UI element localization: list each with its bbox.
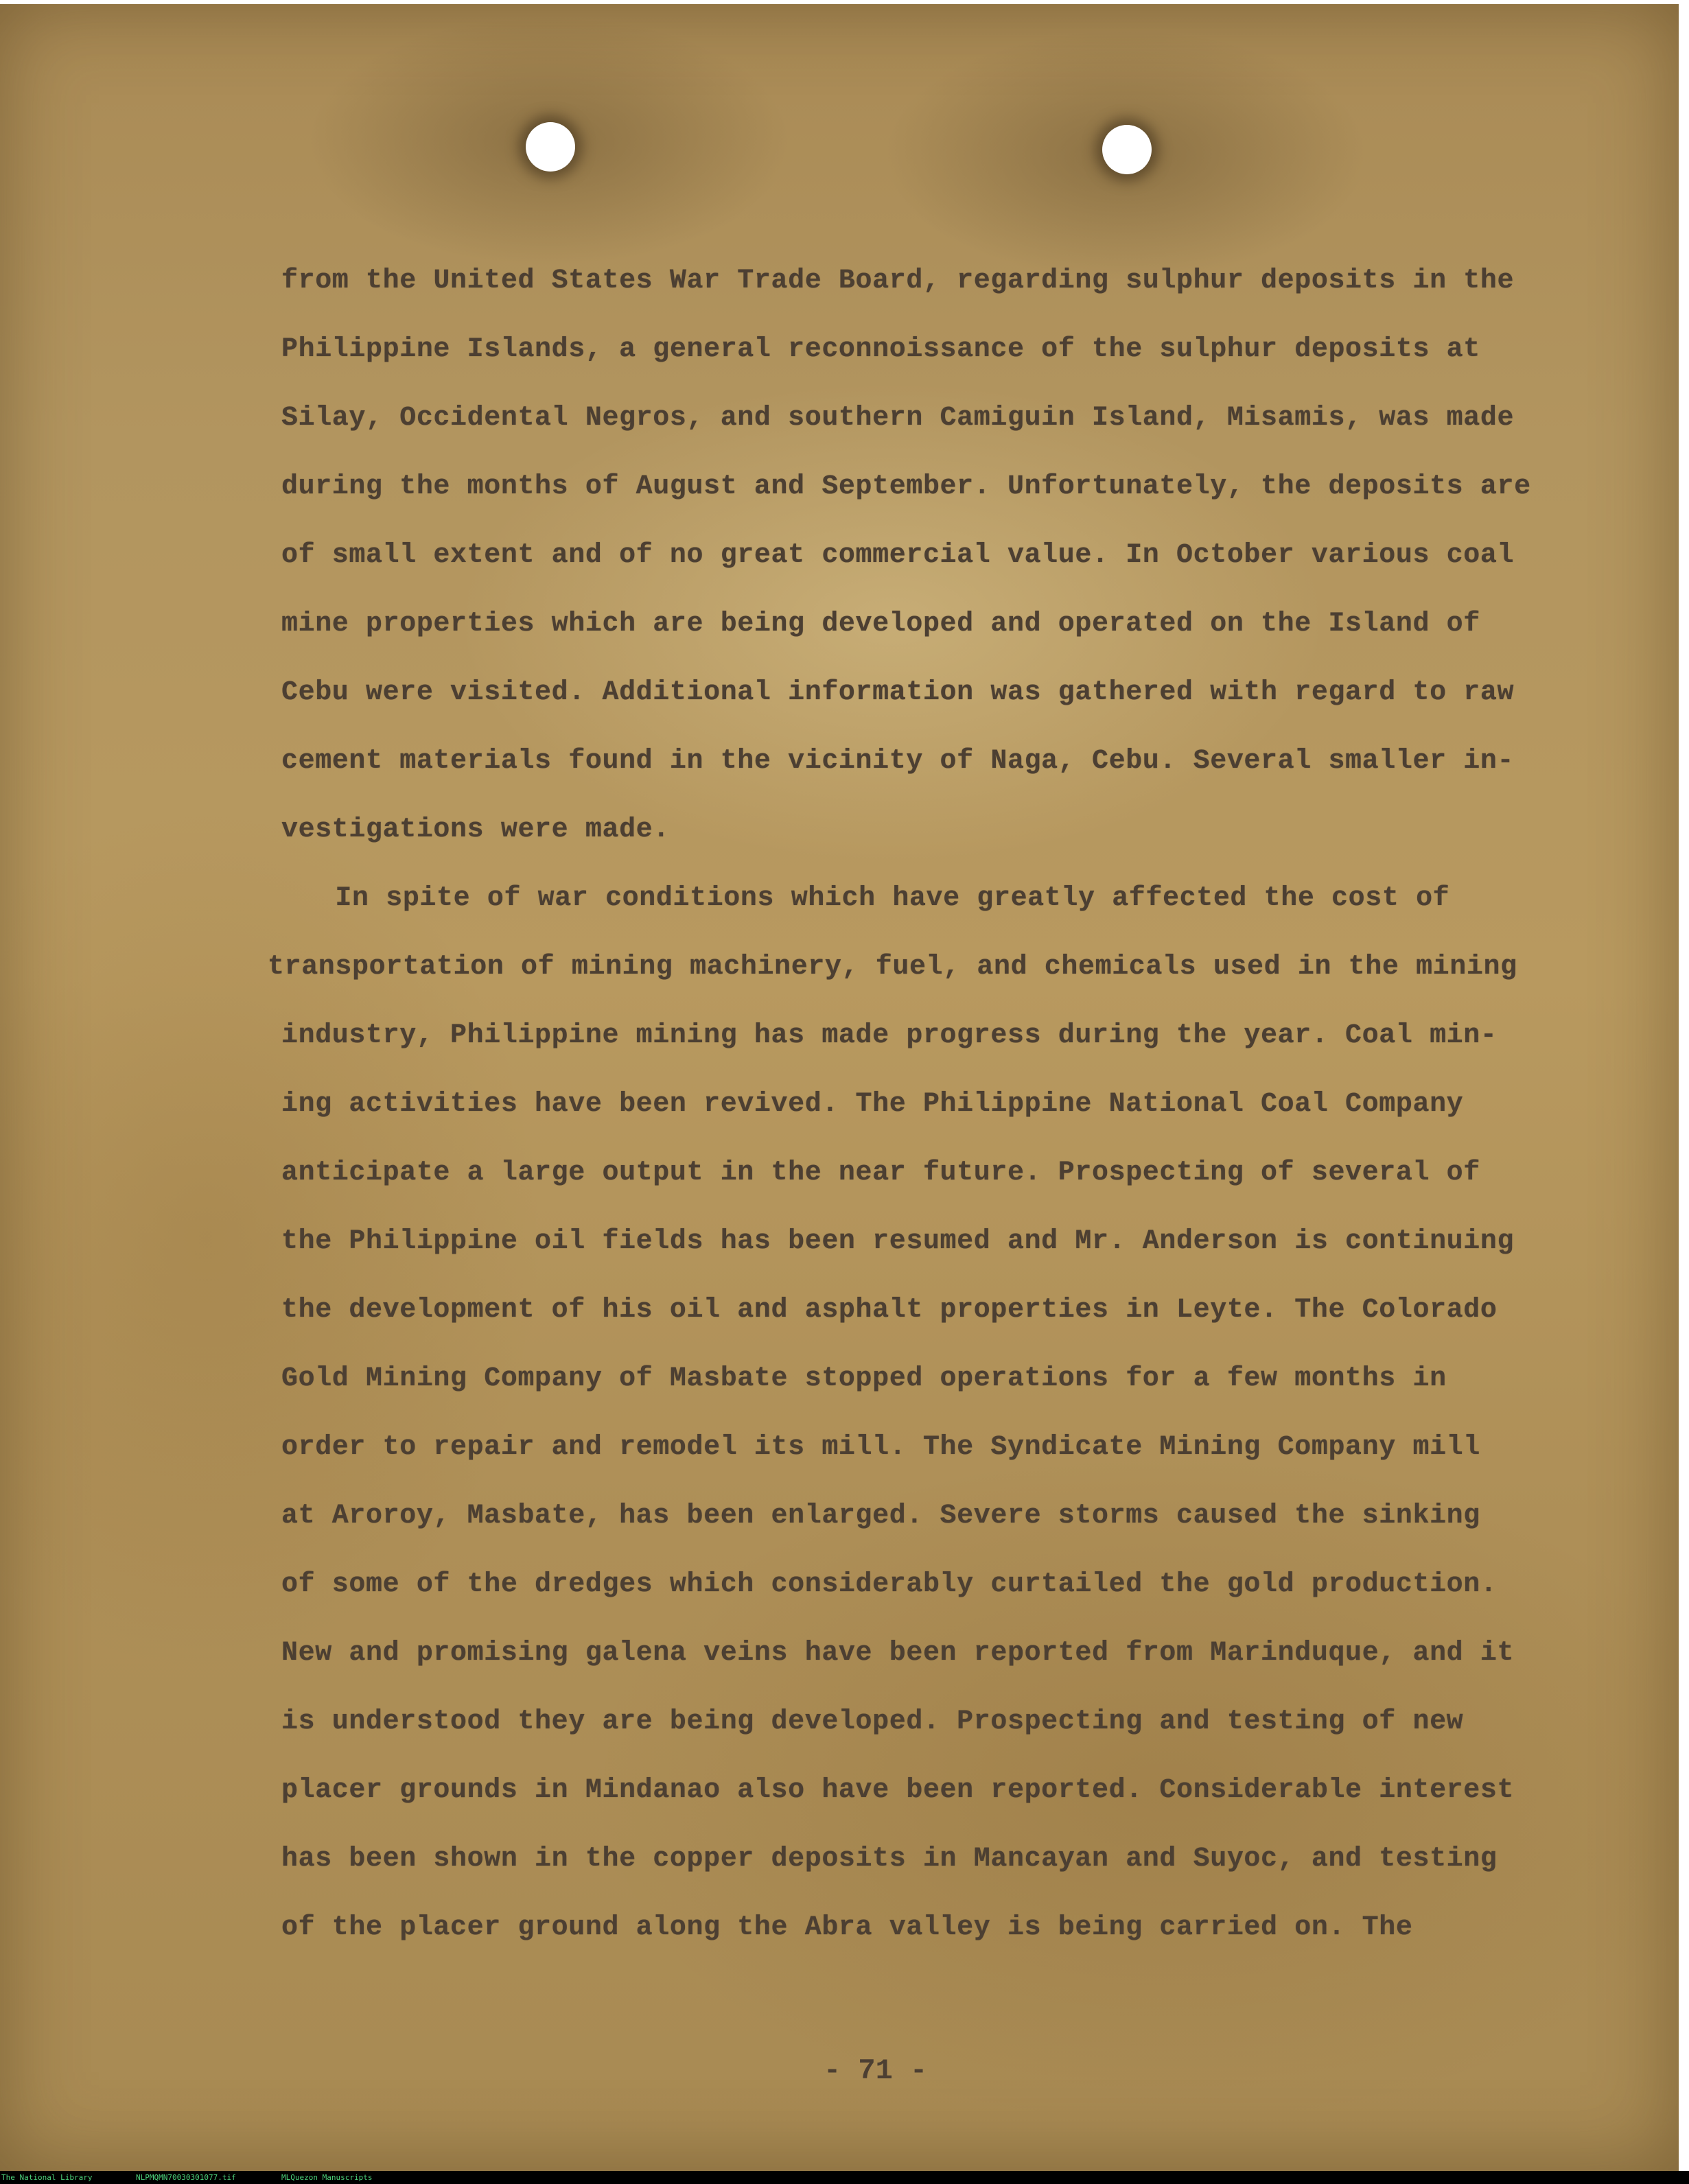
text-line: of the placer ground along the Abra valley is being carried on. The	[281, 1912, 1413, 1943]
text-line: order to repair and remodel its mill. The Syndicate Mining Company mill	[281, 1432, 1480, 1463]
body-text	[0, 4, 1679, 2171]
typewritten-page	[0, 4, 1679, 2171]
page-number: - 71 -	[824, 2054, 928, 2087]
paragraph-start-line: In spite of war conditions which have greatly affected the cost of	[268, 883, 1450, 914]
footer-library-name: The National Library	[1, 2173, 93, 2182]
footer-file-name: NLPMQMN70030301077.tif	[136, 2173, 236, 2182]
text-line: the Philippine oil fields has been resumed and Mr. Anderson is continuing	[281, 1226, 1515, 1257]
text-line: of small extent and of no great commercial value. In October various coal	[281, 540, 1515, 571]
text-line: ing activities have been revived. The Philippine National Coal Company	[281, 1089, 1464, 1120]
text-line: Cebu were visited. Additional information was gathered with regard to raw	[281, 677, 1515, 708]
text-line: Silay, Occidental Negros, and southern Camiguin Island, Misamis, was made	[281, 403, 1515, 434]
text-line: from the United States War Trade Board, regarding sulphur deposits in the	[281, 266, 1515, 296]
text-line: is understood they are being developed. Prospecting and testing of new	[281, 1706, 1464, 1737]
text-line: at Aroroy, Masbate, has been enlarged. Severe storms caused the sinking	[281, 1501, 1480, 1531]
text-line: placer grounds in Mindanao also have been reported. Considerable interest	[281, 1775, 1515, 1806]
text-line: has been shown in the copper deposits in Mancayan and Suyoc, and testing	[281, 1844, 1498, 1875]
text-line: of some of the dredges which considerably curtailed the gold production.	[281, 1569, 1498, 1600]
text-line: during the months of August and September. Unfortunately, the deposits are	[281, 471, 1531, 502]
text-line: transportation of mining machinery, fuel, and chemicals used in the mining	[268, 952, 1517, 983]
text-line: Gold Mining Company of Masbate stopped operations for a few months in	[281, 1363, 1447, 1394]
scan-footer-bar	[0, 2171, 1689, 2184]
text-line: vestigations were made.	[281, 814, 670, 845]
text-line: Philippine Islands, a general reconnoissance of the sulphur deposits at	[281, 334, 1480, 365]
text-line: anticipate a large output in the near future. Prospecting of several of	[281, 1158, 1480, 1188]
text-line: cement materials found in the vicinity of Naga, Cebu. Several smaller in-	[281, 746, 1515, 777]
text-line: the development of his oil and asphalt properties in Leyte. The Colorado	[281, 1295, 1498, 1326]
text-line: mine properties which are being developed and operated on the Island of	[281, 609, 1480, 639]
text-line: industry, Philippine mining has made progress during the year. Coal min-	[281, 1020, 1498, 1051]
text-line: New and promising galena veins have been reported from Marinduque, and it	[281, 1638, 1515, 1669]
footer-collection-name: MLQuezon Manuscripts	[281, 2173, 373, 2182]
